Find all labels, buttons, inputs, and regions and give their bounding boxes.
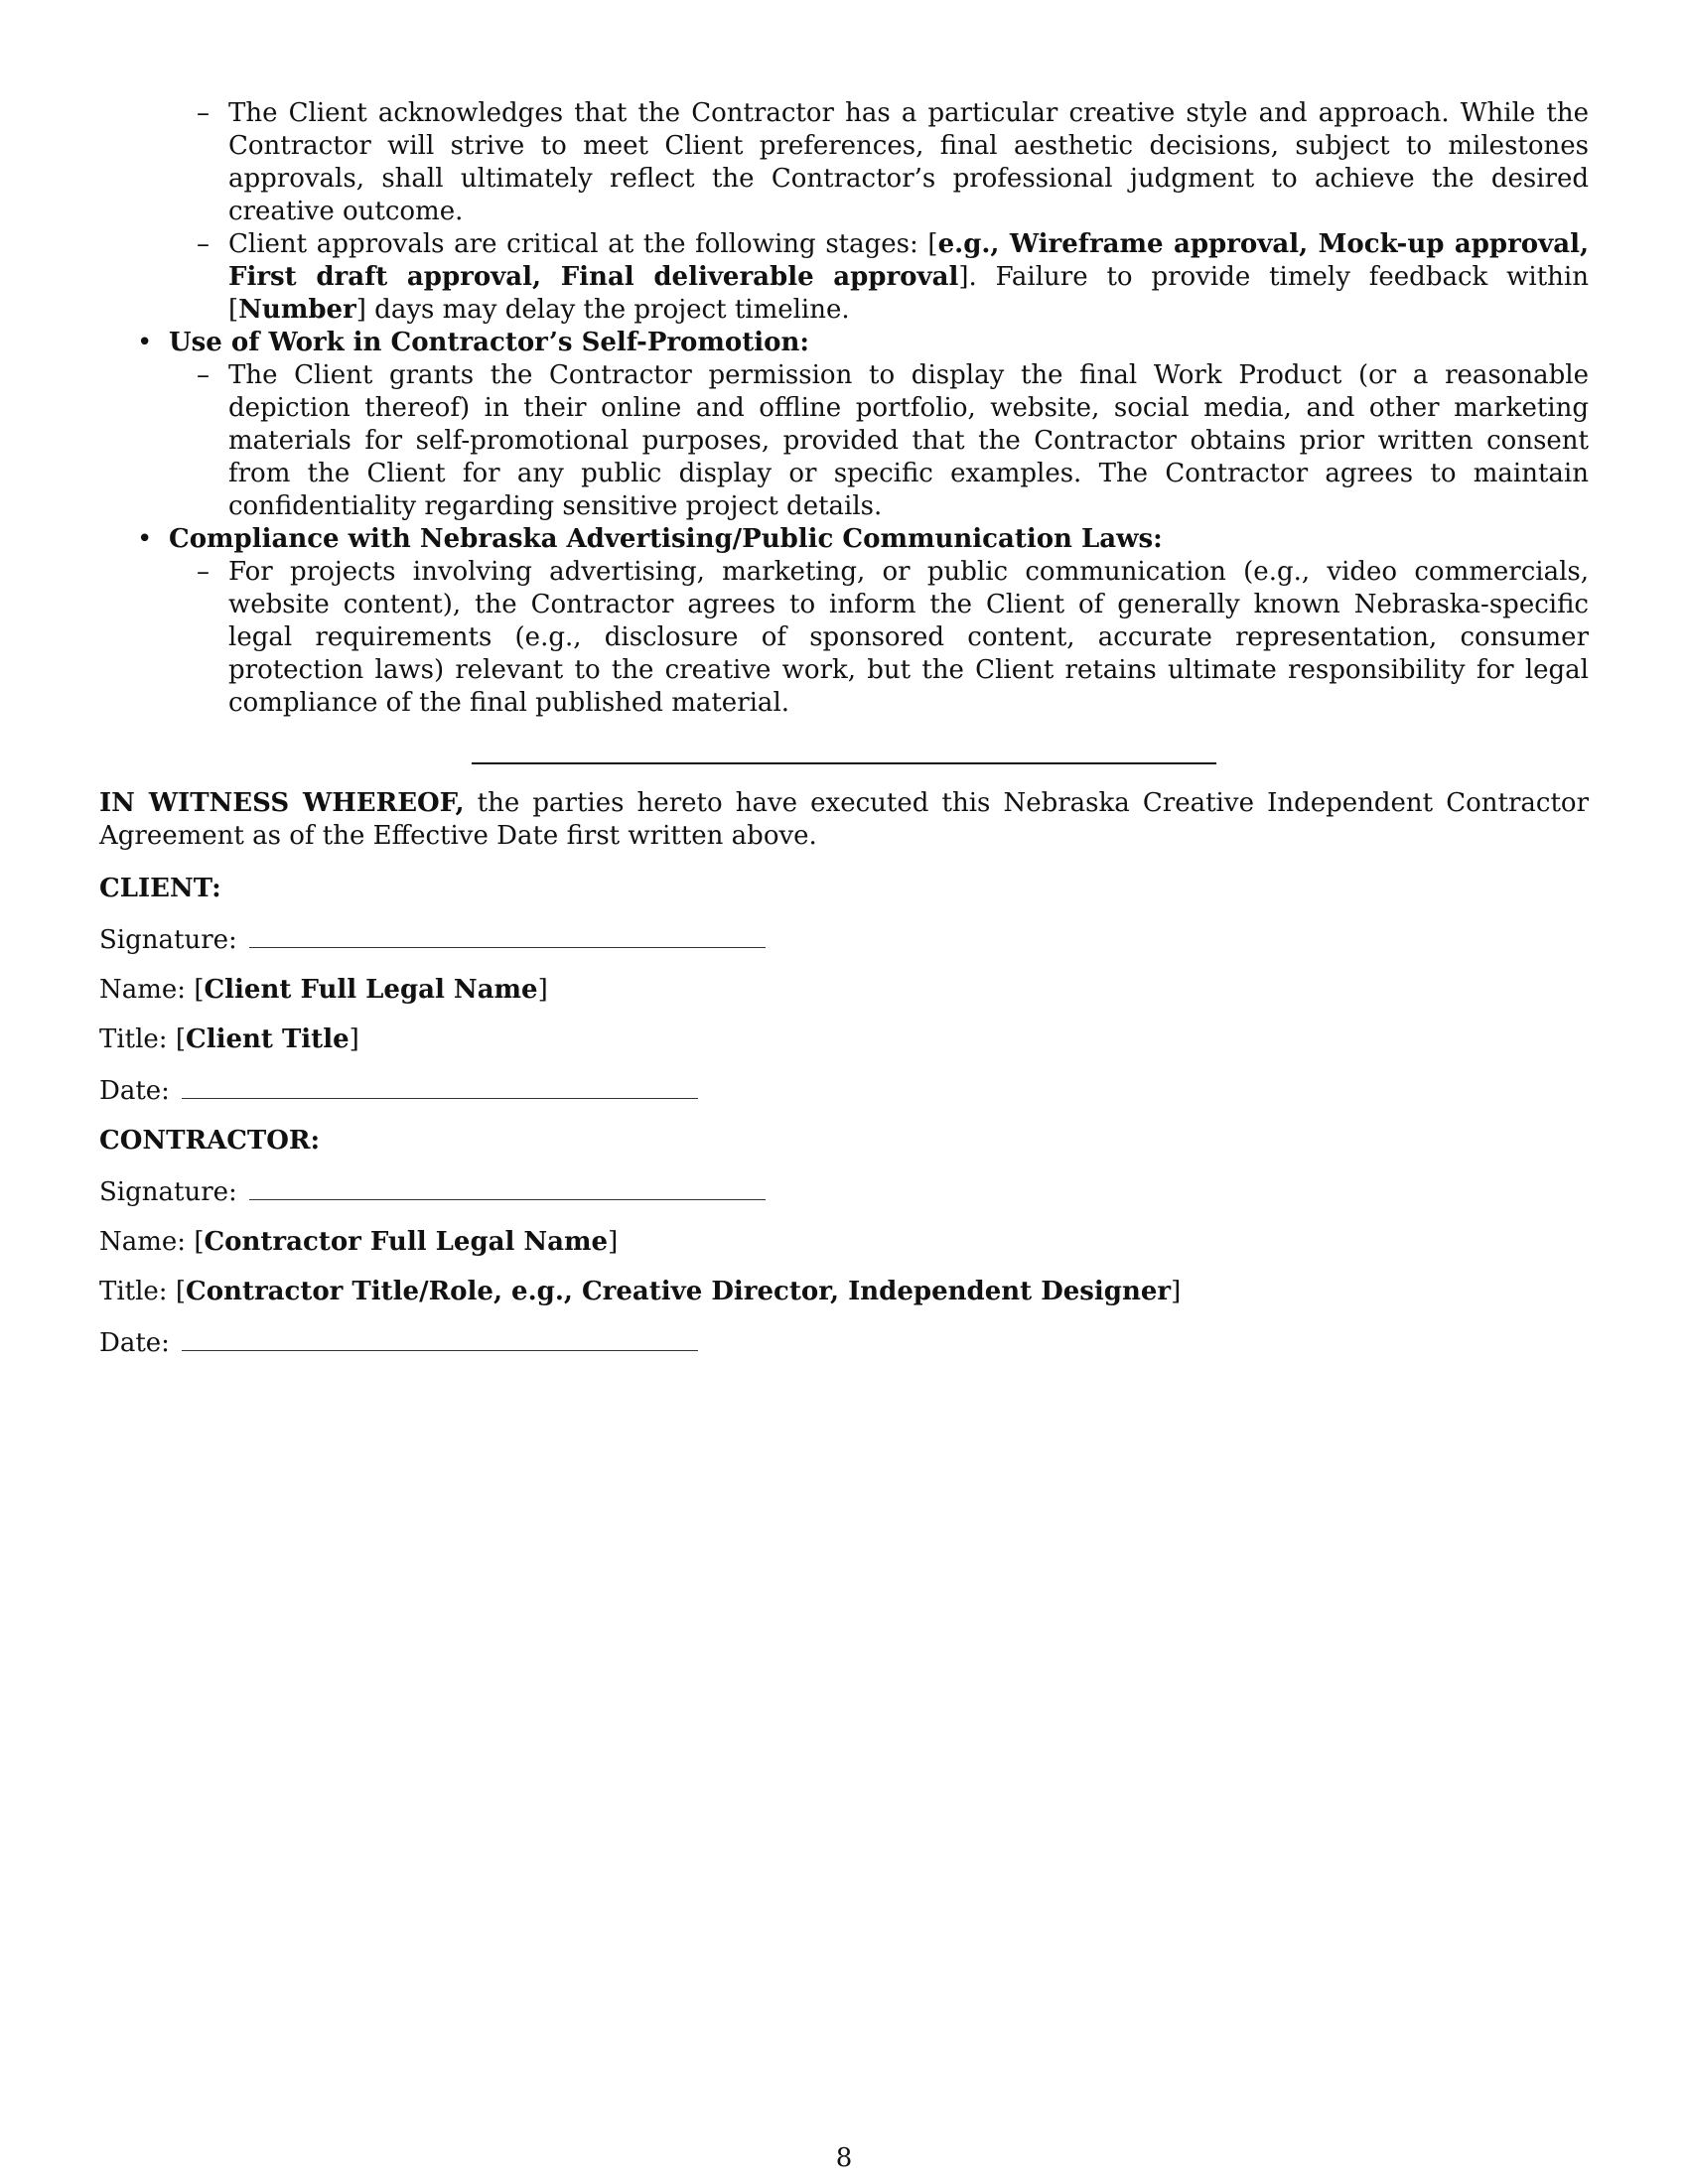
self-promotion-text: The Client grants the Contractor permission to display the final Work Product (or a reasonable depiction thereof) in their online and offline portfolio, website, social media, and other marketing materials for self-promotional purposes, provided that the Contractor obtains prior written consent from the Client for any public display or specific examples. The Contractor agrees to maintain confidentiality regarding sensitive project details. [228, 360, 1589, 521]
bullet-icon: • [137, 524, 153, 554]
bracket-close: ] [1171, 1277, 1182, 1306]
client-date-field[interactable] [182, 1073, 698, 1099]
compliance-heading-text: Compliance with Nebraska Advertising/Public Communication Laws: [169, 524, 1163, 554]
contractor-date-label: Date: [99, 1328, 170, 1358]
bracket-open: [ [194, 975, 205, 1005]
contractor-date-field[interactable] [182, 1325, 698, 1351]
client-title-label: Title: [99, 1024, 168, 1054]
client-title-placeholder: Client Title [186, 1024, 350, 1054]
contractor-date-line [99, 1325, 1589, 1360]
bracket-open: [ [194, 1227, 205, 1257]
bracket-close: ] [349, 1024, 359, 1054]
list-item [99, 228, 1589, 327]
dash-bullet-icon: – [197, 229, 210, 259]
approval-stages-text-1: Client approvals are critical at the following stages: [ [228, 229, 938, 259]
contractor-title-label: Title: [99, 1277, 168, 1306]
client-name-line [99, 974, 1589, 1007]
witness-paragraph [99, 787, 1589, 853]
client-name-label: Name: [99, 975, 187, 1005]
creative-control-subitems [99, 97, 1589, 327]
self-promotion-heading [99, 327, 1589, 359]
dash-bullet-icon: – [197, 360, 210, 390]
client-date-label: Date: [99, 1076, 170, 1106]
contractor-signature-label: Signature: [99, 1177, 237, 1207]
contractor-name-line [99, 1226, 1589, 1259]
client-name-placeholder: Client Full Legal Name [204, 975, 538, 1005]
list-item [99, 359, 1589, 523]
bracket-close: ] [608, 1227, 619, 1257]
contractor-title-placeholder: Contractor Title/Role, e.g., Creative Director, Independent Designer [186, 1277, 1172, 1306]
creative-style-text: The Client acknowledges that the Contractor has a particular creative style and approach. While the Contractor will strive to meet Client preferences, final aesthetic decisions, subject to milestones approvals, shall ultimately reflect the Contractor’s professional judgment to achieve the desired creative outcome. [228, 98, 1589, 226]
contractor-signature-field[interactable] [249, 1174, 766, 1200]
feedback-days-placeholder: Number [238, 295, 356, 325]
bracket-open: [ [175, 1024, 186, 1054]
approval-stages-text-2: ]. Failure to provide timely feedback within [ [228, 262, 1589, 325]
witness-lead: IN WITNESS WHEREOF, [99, 788, 465, 818]
bracket-close: ] [537, 975, 548, 1005]
dash-bullet-icon: – [197, 98, 210, 128]
section-divider [472, 762, 1216, 764]
compliance-text: For projects involving advertising, marketing, or public communication (e.g., video commercials, website content), the Contractor agrees to inform the Client of generally known Nebraska-specific legal requirements (e.g., disclosure of sponsored content, accurate representation, consumer protection laws) relevant to the creative work, but the Client retains ultimate responsibility for legal compliance of the final published material. [228, 557, 1589, 718]
client-heading: CLIENT: [99, 874, 221, 903]
client-title-line [99, 1024, 1589, 1056]
list-item [99, 97, 1589, 228]
client-signature-label: Signature: [99, 925, 237, 955]
compliance-heading [99, 523, 1589, 556]
witness-text: the parties hereto have executed this Nebraska Creative Independent Contractor Agreement as of the Effective Date first written above. [99, 788, 1589, 851]
bracket-open: [ [175, 1277, 186, 1306]
contractor-signature-line [99, 1174, 1589, 1209]
self-promotion-heading-text: Use of Work in Contractor’s Self-Promotion: [169, 328, 809, 357]
approval-stages-text-3: ] days may delay the project timeline. [355, 295, 850, 325]
dash-bullet-icon: – [197, 557, 210, 587]
contractor-title-line [99, 1276, 1589, 1308]
bullet-icon: • [137, 328, 153, 357]
self-promotion-subitems [99, 359, 1589, 523]
client-date-line [99, 1073, 1589, 1108]
compliance-subitems [99, 556, 1589, 720]
page-content [99, 97, 1589, 1377]
contractor-name-label: Name: [99, 1227, 187, 1257]
contractor-name-placeholder: Contractor Full Legal Name [204, 1227, 609, 1257]
page-number: 8 [835, 2143, 853, 2173]
list-item [99, 556, 1589, 720]
client-signature-field[interactable] [249, 922, 766, 948]
contractor-heading: CONTRACTOR: [99, 1126, 321, 1156]
approval-stages-placeholder: e.g., Wireframe approval, Mock-up approval, First draft approval, Final deliverable approval [228, 229, 1589, 292]
client-signature-line [99, 922, 1589, 957]
